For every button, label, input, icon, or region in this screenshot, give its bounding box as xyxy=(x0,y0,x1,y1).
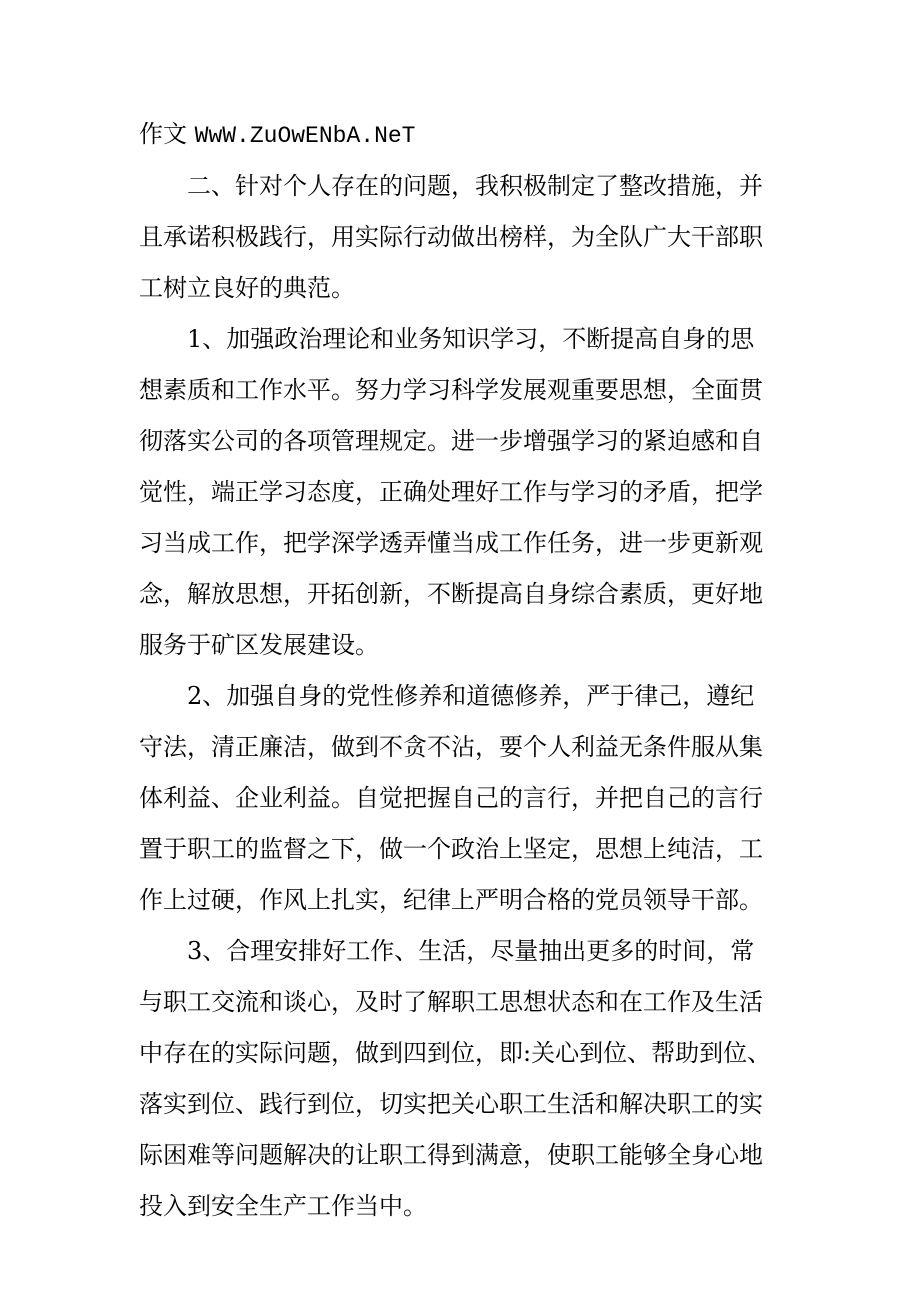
paragraph-line: 彻落实公司的各项管理规定。进一步增强学习的紧迫感和自 xyxy=(139,427,763,455)
paragraph-line: 习当成工作，把学深学透弄懂当成工作任务，进一步更新观 xyxy=(139,529,763,557)
paragraph-line: 工树立良好的典范。 xyxy=(139,274,355,302)
paragraph-line: 中存在的实际问题，做到四到位，即:关心到位、帮助到位、 xyxy=(139,1039,772,1067)
paragraph-line: 落实到位、践行到位，切实把关心职工生活和解决职工的实 xyxy=(139,1090,763,1118)
paragraph-line: 体利益、企业利益。自觉把握自己的言行，并把自己的言行 xyxy=(139,784,763,812)
paragraph-line: 想素质和工作水平。努力学习科学发展观重要思想，全面贯 xyxy=(139,376,763,404)
paragraph-line: 投入到安全生产工作当中。 xyxy=(139,1192,427,1220)
paragraph-line: 作上过硬，作风上扎实，纪律上严明合格的党员领导干部。 xyxy=(139,886,763,914)
paragraph-line: 念，解放思想，开拓创新，不断提高自身综合素质，更好地 xyxy=(139,580,763,608)
paragraph-line: 与职工交流和谈心，及时了解职工思想状态和在工作及生活 xyxy=(139,988,763,1016)
paragraph-line: 2、加强自身的党性修养和道德修养，严于律己，遵纪 xyxy=(139,682,755,710)
paragraph-line: 觉性，端正学习态度，正确处理好工作与学习的矛盾，把学 xyxy=(139,478,763,506)
header-line xyxy=(139,120,415,150)
paragraph-line: 1、加强政治理论和业务知识学习，不断提高自身的思 xyxy=(139,325,755,353)
paragraph-line: 守法，清正廉洁，做到不贪不沾，要个人利益无条件服从集 xyxy=(139,733,763,761)
paragraph-line: 际困难等问题解决的让职工得到满意，使职工能够全身心地 xyxy=(139,1141,763,1169)
header-label: 作文 xyxy=(139,120,187,148)
paragraph-line: 置于职工的监督之下，做一个政治上坚定，思想上纯洁，工 xyxy=(139,835,763,863)
header-site-text: WwW.ZuOwENbA.NeT xyxy=(194,123,416,149)
paragraph-line: 服务于矿区发展建设。 xyxy=(139,631,379,659)
paragraph-line: 3、合理安排好工作、生活，尽量抽出更多的时间，常 xyxy=(139,937,755,965)
paragraph-line: 且承诺积极践行，用实际行动做出榜样，为全队广大干部职 xyxy=(139,223,763,251)
paragraph-line: 二、针对个人存在的问题，我积极制定了整改措施，并 xyxy=(139,172,763,200)
